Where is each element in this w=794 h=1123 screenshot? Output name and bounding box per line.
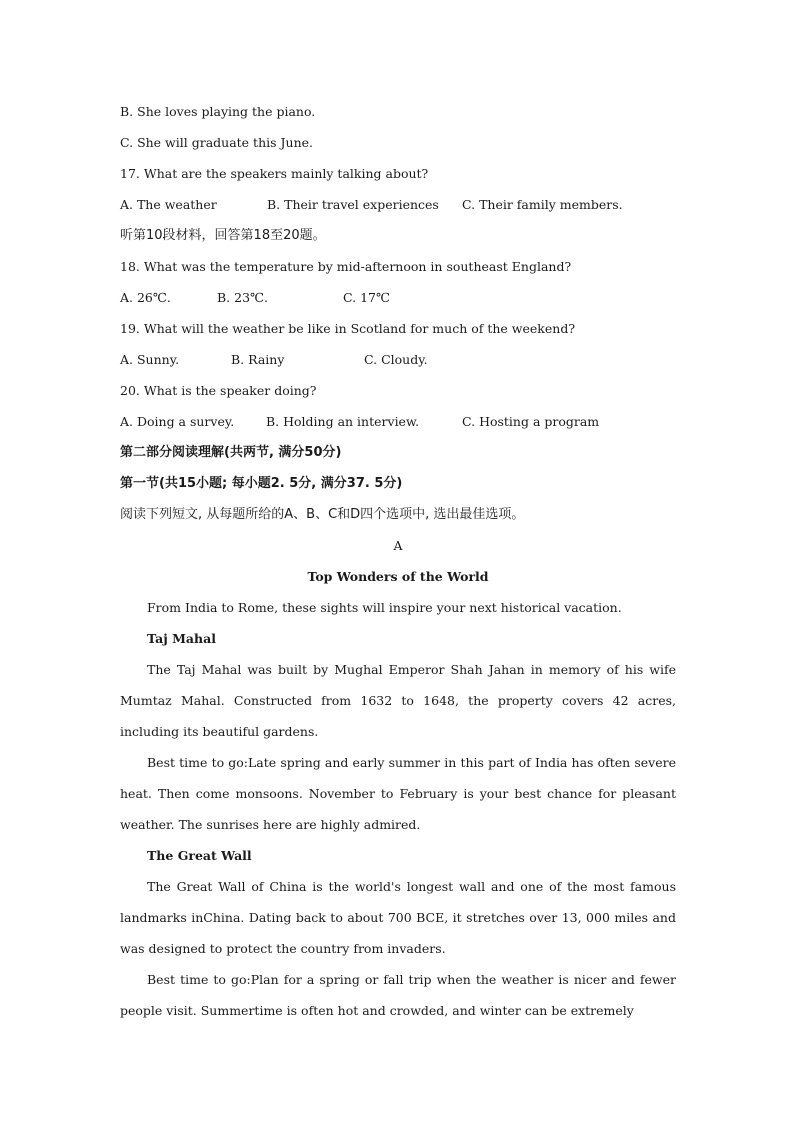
- q16-option-c: C. She will graduate this June.: [120, 135, 313, 150]
- q18-option-c: C. 17℃: [343, 290, 390, 305]
- q16-option-b: B. She loves playing the piano.: [120, 104, 316, 119]
- taj-mahal-text-2: Best time to go:Late spring and early summer in this part of India has often severe heat. Then come monsoons. November to February is your best chance for pleasant weather. The sunrises here are highly admired.: [120, 755, 676, 832]
- q20-option-b: B. Holding an interview.: [266, 414, 420, 429]
- great-wall-text-1: The Great Wall of China is the world's longest wall and one of the most famous landmarks inChina. Dating back to about 700 BCE, it stretches over 13, 000 miles and was designed to protect the country from invaders.: [120, 879, 676, 956]
- q20-option-c: C. Hosting a program: [462, 414, 600, 429]
- great-wall-paragraph-2: [120, 964, 676, 1026]
- part-title: 第二部分阅读理解(共两节, 满分50分): [120, 445, 342, 460]
- section-note: 听第10段材料，回答第18至20题。: [120, 228, 326, 243]
- passage-letter: A: [393, 538, 403, 553]
- q20-question: 20. What is the speaker doing?: [120, 383, 317, 398]
- q20-option-a: A. Doing a survey.: [120, 414, 235, 429]
- q17-options: [120, 189, 676, 220]
- section-title: 第一节(共15小题; 每小题2. 5分, 满分37. 5分): [120, 476, 403, 491]
- q18-question: 18. What was the temperature by mid-afternoon in southeast England?: [120, 259, 572, 274]
- q20-options: [120, 406, 676, 437]
- q17-question: 17. What are the speakers mainly talking about?: [120, 166, 429, 181]
- q17-option-b: B. Their travel experiences: [267, 197, 439, 212]
- great-wall-text-2: Best time to go:Plan for a spring or fall trip when the weather is nicer and fewer people visit. Summertime is often hot and crowded, and winter can be extremely: [120, 972, 676, 1018]
- great-wall-heading: The Great Wall: [147, 848, 252, 863]
- taj-mahal-text-1: The Taj Mahal was built by Mughal Emperor Shah Jahan in memory of his wife Mumtaz Mahal. Constructed from 1632 to 1648, the property covers 42 acres, including its beautiful gardens.: [120, 662, 676, 739]
- q19-option-a: A. Sunny.: [120, 352, 180, 367]
- great-wall-paragraph-1: [120, 871, 676, 964]
- q19-options: [120, 344, 676, 375]
- passage-intro: From India to Rome, these sights will inspire your next historical vacation.: [147, 600, 622, 615]
- reading-instruction: 阅读下列短文, 从每题所给的A、B、C和D四个选项中, 选出最佳选项。: [120, 507, 525, 522]
- q17-option-c: C. Their family members.: [462, 197, 623, 212]
- taj-mahal-heading: Taj Mahal: [147, 631, 216, 646]
- exam-page: [120, 96, 676, 1026]
- taj-mahal-paragraph-1: [120, 654, 676, 747]
- passage-title: Top Wonders of the World: [307, 569, 489, 584]
- taj-mahal-paragraph-2: [120, 747, 676, 840]
- q18-option-b: B. 23℃.: [217, 290, 268, 305]
- q18-options: [120, 282, 676, 313]
- q17-option-a: A. The weather: [120, 197, 217, 212]
- q18-option-a: A. 26℃.: [120, 290, 171, 305]
- q19-option-c: C. Cloudy.: [364, 352, 428, 367]
- q19-question: 19. What will the weather be like in Scotland for much of the weekend?: [120, 321, 576, 336]
- q19-option-b: B. Rainy: [231, 352, 285, 367]
